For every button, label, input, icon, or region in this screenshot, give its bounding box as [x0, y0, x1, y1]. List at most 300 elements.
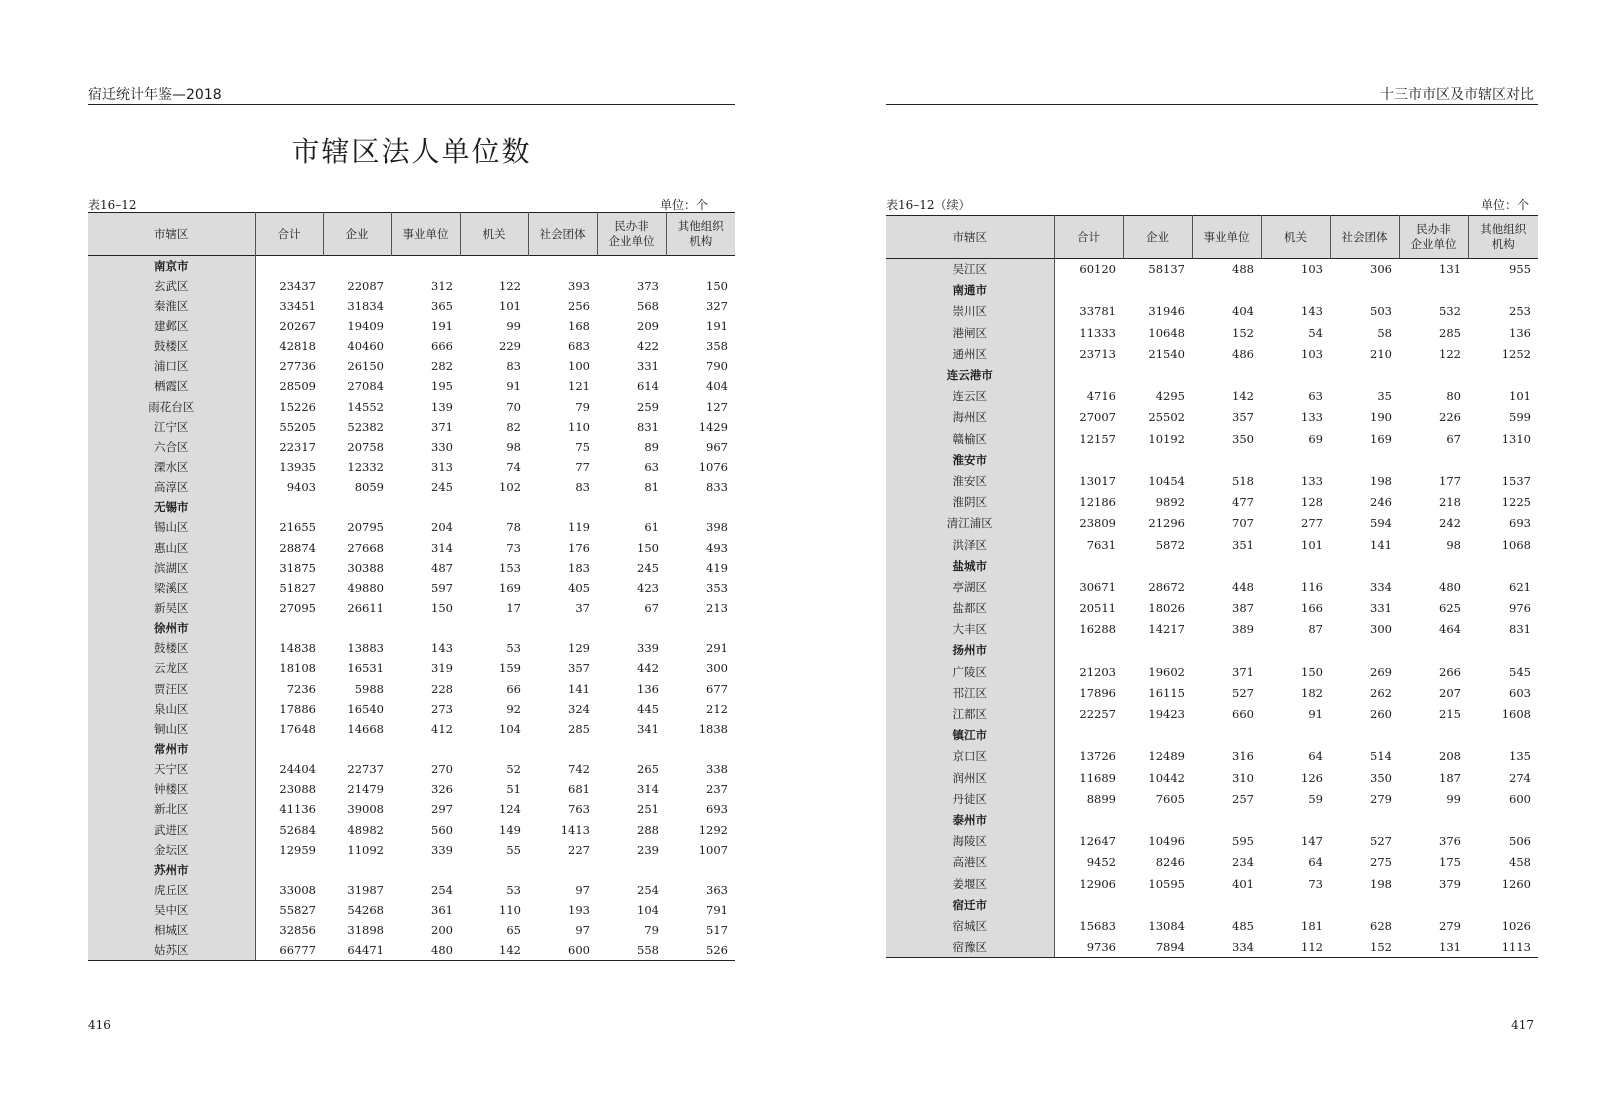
- table-cell: 142: [460, 940, 528, 960]
- table-cell: 12186: [1079, 495, 1116, 510]
- table-cell: 660: [1232, 707, 1254, 722]
- table-cell: [666, 497, 735, 517]
- table-cell: [1123, 364, 1192, 385]
- table-cell: 12332: [347, 459, 384, 474]
- table-cell: 514: [1370, 749, 1392, 764]
- table-cell: 122: [499, 278, 521, 293]
- table-cell: [1123, 449, 1192, 470]
- table-cell: 13935: [279, 459, 316, 474]
- table-cell: 133: [1301, 473, 1323, 488]
- table-cell: 259: [637, 399, 659, 414]
- district-name: 海州区: [886, 407, 1054, 428]
- table-cell: 101: [499, 298, 521, 313]
- table-cell: [1054, 364, 1123, 385]
- table-cell: 5988: [354, 681, 384, 696]
- table-cell: [1192, 809, 1261, 830]
- table-cell: 191: [431, 318, 453, 333]
- table-cell: [597, 860, 666, 880]
- table-cell: 20795: [347, 520, 384, 535]
- district-name: 崇川区: [886, 301, 1054, 322]
- table-cell: 102: [499, 480, 521, 495]
- header-rule: [88, 104, 735, 105]
- table-cell: [1054, 555, 1123, 576]
- table-row: [886, 937, 1538, 958]
- table-cell: 405: [568, 580, 590, 595]
- table-cell: 103: [1301, 262, 1323, 277]
- table-cell: 300: [706, 661, 728, 676]
- table-cell: 187: [1439, 770, 1461, 785]
- table-cell: 97: [575, 923, 590, 938]
- table-cell: 81: [644, 480, 659, 495]
- table-cell: 54: [1308, 325, 1323, 340]
- column-header: 其他组织 机构: [666, 213, 735, 256]
- district-name: 雨花台区: [88, 396, 255, 416]
- table-cell: 198: [1370, 876, 1392, 891]
- column-header: 企业: [1123, 216, 1192, 259]
- table-row: [886, 915, 1538, 936]
- district-name: 丹徒区: [886, 788, 1054, 809]
- table-cell: 234: [1232, 855, 1254, 870]
- table-cell: 55: [506, 842, 521, 857]
- table-cell: 87: [1308, 622, 1323, 637]
- table-cell: 361: [431, 903, 453, 918]
- table-cell: [1468, 809, 1538, 830]
- table-cell: 126: [1301, 770, 1323, 785]
- table-cell: 27668: [347, 540, 384, 555]
- table-cell: [1468, 280, 1538, 301]
- district-name: 贾汪区: [88, 678, 255, 698]
- table-cell: [255, 497, 323, 517]
- table-cell: 442: [637, 661, 659, 676]
- table-cell: [1123, 640, 1192, 661]
- table-row: [886, 873, 1538, 894]
- table-cell: 131: [1439, 262, 1461, 277]
- table-cell: 112: [1261, 937, 1330, 958]
- table-cell: 77: [575, 459, 590, 474]
- table-cell: 285: [1439, 325, 1461, 340]
- table-cell: 239: [637, 842, 659, 857]
- table-cell: [460, 618, 528, 638]
- table-cell: 265: [637, 762, 659, 777]
- table-cell: 51: [506, 782, 521, 797]
- table-row: [88, 699, 735, 719]
- table-cell: 52: [506, 762, 521, 777]
- table-cell: 143: [1301, 304, 1323, 319]
- table-cell: 246: [1370, 495, 1392, 510]
- table-cell: 423: [637, 580, 659, 595]
- table-cell: [460, 497, 528, 517]
- table-cell: 22317: [279, 439, 316, 454]
- table-cell: 152: [1330, 937, 1399, 958]
- table-cell: 288: [637, 822, 659, 837]
- table-cell: 79: [644, 923, 659, 938]
- city-name: 无锡市: [88, 497, 255, 517]
- table-cell: [1330, 640, 1399, 661]
- city-name: 镇江市: [886, 725, 1054, 746]
- column-header: 社会团体: [528, 213, 597, 256]
- table-cell: 152: [1232, 325, 1254, 340]
- table-cell: 7894: [1123, 937, 1192, 958]
- table-cell: 128: [1301, 495, 1323, 510]
- table-cell: 195: [431, 379, 453, 394]
- table-cell: [255, 860, 323, 880]
- column-header: 民办非 企业单位: [1399, 216, 1468, 259]
- table-cell: 127: [706, 399, 728, 414]
- table-cell: [1192, 364, 1261, 385]
- table-cell: 30388: [347, 560, 384, 575]
- table-cell: 253: [1509, 304, 1531, 319]
- table-cell: 70: [506, 399, 521, 414]
- table-cell: 19409: [347, 318, 384, 333]
- table-cell: 136: [637, 681, 659, 696]
- table-cell: 389: [1232, 622, 1254, 637]
- table-row: [88, 840, 735, 860]
- table-row: [886, 788, 1538, 809]
- table-cell: [1261, 894, 1330, 915]
- table-cell: 373: [637, 278, 659, 293]
- table-cell: 11092: [347, 842, 384, 857]
- table-cell: 334: [1370, 579, 1392, 594]
- table-cell: 8246: [1155, 855, 1185, 870]
- district-name: 江都区: [886, 703, 1054, 724]
- table-cell: [1399, 280, 1468, 301]
- table-cell: [1123, 725, 1192, 746]
- table-cell: 488: [1232, 262, 1254, 277]
- table-row: [88, 356, 735, 376]
- right-page: [804, 0, 1609, 1099]
- table-cell: 1113: [1468, 937, 1538, 958]
- table-cell: 266: [1439, 664, 1461, 679]
- table-cell: 19602: [1148, 664, 1185, 679]
- table-cell: 326: [431, 782, 453, 797]
- table-cell: 147: [1301, 834, 1323, 849]
- table-cell: [1054, 280, 1123, 301]
- district-name: 鼓楼区: [88, 336, 255, 356]
- table-cell: 150: [706, 278, 728, 293]
- table-row: [88, 437, 735, 457]
- table-cell: [1330, 725, 1399, 746]
- table-cell: 66777: [255, 940, 323, 960]
- running-head: 十三市市区及市辖区对比: [1380, 87, 1534, 103]
- table-cell: [1468, 894, 1538, 915]
- table-cell: [1399, 725, 1468, 746]
- table-cell: 23088: [279, 782, 316, 797]
- district-name: 高淳区: [88, 477, 255, 497]
- table-cell: [1261, 364, 1330, 385]
- table-cell: 55205: [279, 419, 316, 434]
- table-cell: 15226: [279, 399, 316, 414]
- table-cell: 150: [1301, 664, 1323, 679]
- table-cell: 614: [637, 379, 659, 394]
- table-cell: 517: [706, 923, 728, 938]
- district-name: 相城区: [88, 920, 255, 940]
- table-row: [886, 576, 1538, 597]
- table-cell: 66: [506, 681, 521, 696]
- city-name: 常州市: [88, 739, 255, 759]
- table-row: [886, 513, 1538, 534]
- table-cell: 9403: [286, 480, 316, 495]
- table-cell: 104: [637, 903, 659, 918]
- table-row: [88, 719, 735, 739]
- table-cell: 282: [431, 359, 453, 374]
- table-cell: 313: [431, 459, 453, 474]
- table-cell: 16115: [1148, 685, 1185, 700]
- table-cell: 100: [568, 359, 590, 374]
- table-cell: 341: [637, 721, 659, 736]
- table-row: [88, 457, 735, 477]
- table-cell: 1429: [698, 419, 728, 434]
- table-cell: 64: [1308, 749, 1323, 764]
- table-cell: 110: [568, 419, 590, 434]
- table-cell: 419: [706, 560, 728, 575]
- table-cell: 10648: [1148, 325, 1185, 340]
- table-cell: 487: [431, 560, 453, 575]
- table-cell: 83: [506, 359, 521, 374]
- city-name: 宿迁市: [886, 894, 1054, 915]
- table-cell: 15683: [1079, 918, 1116, 933]
- column-header: 市辖区: [88, 213, 255, 256]
- table-cell: 22737: [347, 762, 384, 777]
- district-name: 梁溪区: [88, 578, 255, 598]
- city-group-row: [88, 739, 735, 759]
- table-cell: [666, 618, 735, 638]
- table-cell: 11689: [1079, 770, 1116, 785]
- table-cell: 27736: [279, 359, 316, 374]
- table-cell: 357: [568, 661, 590, 676]
- table-cell: [323, 860, 391, 880]
- table-cell: 110: [499, 903, 521, 918]
- table-cell: 31834: [347, 298, 384, 313]
- table-cell: [1468, 364, 1538, 385]
- table-cell: 33451: [279, 298, 316, 313]
- table-cell: 7631: [1086, 537, 1116, 552]
- table-cell: 83: [575, 480, 590, 495]
- table-cell: 831: [1509, 622, 1531, 637]
- table-cell: 40460: [347, 339, 384, 354]
- table-cell: 398: [706, 520, 728, 535]
- table-cell: 595: [1232, 834, 1254, 849]
- table-cell: 350: [1232, 431, 1254, 446]
- table-cell: 363: [706, 882, 728, 897]
- table-cell: 12647: [1079, 834, 1116, 849]
- table-cell: [460, 860, 528, 880]
- table-cell: 99: [506, 318, 521, 333]
- table-row: [886, 661, 1538, 682]
- table-row: [886, 746, 1538, 767]
- table-cell: 35: [1377, 389, 1392, 404]
- table-cell: 169: [499, 580, 521, 595]
- table-row: [886, 598, 1538, 619]
- table-row: [88, 477, 735, 497]
- table-cell: 92: [506, 701, 521, 716]
- table-row: [88, 336, 735, 356]
- table-cell: 12489: [1148, 749, 1185, 764]
- table-cell: 183: [568, 560, 590, 575]
- table-cell: 159: [499, 661, 521, 676]
- table-cell: 599: [1509, 410, 1531, 425]
- table-cell: 666: [431, 339, 453, 354]
- district-name: 姑苏区: [88, 940, 255, 960]
- table-row: [886, 534, 1538, 555]
- table-cell: [1330, 809, 1399, 830]
- table-cell: 393: [568, 278, 590, 293]
- table-cell: 273: [431, 701, 453, 716]
- table-cell: 10496: [1148, 834, 1185, 849]
- table-row: [88, 779, 735, 799]
- table-cell: [255, 256, 323, 276]
- city-group-row: [88, 618, 735, 638]
- table-cell: 480: [391, 940, 460, 960]
- district-name: 虎丘区: [88, 880, 255, 900]
- table-cell: 13017: [1079, 473, 1116, 488]
- table-cell: 209: [637, 318, 659, 333]
- table-cell: 55827: [279, 903, 316, 918]
- table-cell: 16540: [347, 701, 384, 716]
- table-cell: 376: [1439, 834, 1461, 849]
- table-cell: 67: [644, 600, 659, 615]
- table-cell: 558: [597, 940, 666, 960]
- table-cell: 833: [706, 480, 728, 495]
- table-cell: 560: [431, 822, 453, 837]
- table-cell: 177: [1439, 473, 1461, 488]
- table-cell: 254: [637, 882, 659, 897]
- table-number: 表16–12（续）: [886, 198, 971, 212]
- table-cell: 270: [431, 762, 453, 777]
- table-cell: 14668: [347, 721, 384, 736]
- table-cell: [666, 860, 735, 880]
- table-row: [88, 578, 735, 598]
- table-cell: 166: [1301, 601, 1323, 616]
- city-group-row: [886, 555, 1538, 576]
- table-cell: 17886: [279, 701, 316, 716]
- table-cell: 275: [1370, 855, 1392, 870]
- column-header: 合计: [255, 213, 323, 256]
- table-cell: 91: [506, 379, 521, 394]
- table-cell: 135: [1509, 749, 1531, 764]
- table-cell: 791: [706, 903, 728, 918]
- table-cell: 9452: [1086, 855, 1116, 870]
- city-name: 南通市: [886, 280, 1054, 301]
- table-cell: 31875: [279, 560, 316, 575]
- table-cell: 32856: [279, 923, 316, 938]
- table-cell: 1838: [698, 721, 728, 736]
- table-cell: 18026: [1148, 601, 1185, 616]
- table-cell: 141: [1370, 537, 1392, 552]
- district-name: 新吴区: [88, 598, 255, 618]
- table-cell: [528, 618, 597, 638]
- table-cell: 73: [1308, 876, 1323, 891]
- column-header: 机关: [1261, 216, 1330, 259]
- city-group-row: [886, 640, 1538, 661]
- table-cell: [1192, 725, 1261, 746]
- table-row: [88, 598, 735, 618]
- table-cell: 319: [431, 661, 453, 676]
- city-name: 苏州市: [88, 860, 255, 880]
- table-cell: [1261, 809, 1330, 830]
- district-name: 海陵区: [886, 831, 1054, 852]
- table-cell: 200: [431, 923, 453, 938]
- table-cell: 7236: [286, 681, 316, 696]
- table-cell: 141: [568, 681, 590, 696]
- table-cell: [1399, 449, 1468, 470]
- table-cell: 119: [568, 520, 590, 535]
- table-cell: 331: [1370, 601, 1392, 616]
- district-name: 新北区: [88, 799, 255, 819]
- table-cell: 464: [1439, 622, 1461, 637]
- table-cell: 26611: [347, 600, 384, 615]
- table-cell: 245: [637, 560, 659, 575]
- table-row: [88, 759, 735, 779]
- table-cell: 831: [637, 419, 659, 434]
- table-cell: 228: [431, 681, 453, 696]
- district-name: 京口区: [886, 746, 1054, 767]
- table-cell: 198: [1370, 473, 1392, 488]
- table-cell: 97: [575, 882, 590, 897]
- table-cell: 212: [706, 701, 728, 716]
- table-cell: 27084: [347, 379, 384, 394]
- table-cell: 79: [575, 399, 590, 414]
- table-cell: 122: [1439, 346, 1461, 361]
- district-name: 江宁区: [88, 417, 255, 437]
- table-cell: 213: [706, 600, 728, 615]
- table-cell: 74: [506, 459, 521, 474]
- table-cell: 131: [1399, 937, 1468, 958]
- table-cell: 121: [568, 379, 590, 394]
- table-cell: [597, 497, 666, 517]
- table-cell: 23809: [1079, 516, 1116, 531]
- district-name: 广陵区: [886, 661, 1054, 682]
- table-cell: 33781: [1079, 304, 1116, 319]
- table-cell: 254: [431, 882, 453, 897]
- table-cell: 316: [1232, 749, 1254, 764]
- table-cell: 116: [1301, 579, 1323, 594]
- table-cell: 61: [644, 520, 659, 535]
- district-name: 清江浦区: [886, 513, 1054, 534]
- table-cell: 353: [706, 580, 728, 595]
- table-row: [886, 831, 1538, 852]
- table-cell: 28672: [1148, 579, 1185, 594]
- table-cell: 21479: [347, 782, 384, 797]
- table-cell: 314: [431, 540, 453, 555]
- table-cell: 279: [1370, 791, 1392, 806]
- table-cell: 65: [506, 923, 521, 938]
- table-row: [886, 767, 1538, 788]
- table-cell: 169: [1370, 431, 1392, 446]
- table-cell: 14838: [279, 641, 316, 656]
- table-cell: 17: [506, 600, 521, 615]
- table-cell: 597: [431, 580, 453, 595]
- table-cell: [1330, 894, 1399, 915]
- table-row: [886, 301, 1538, 322]
- table-cell: 693: [1509, 516, 1531, 531]
- table-cell: 600: [1509, 791, 1531, 806]
- table-cell: 310: [1232, 770, 1254, 785]
- table-cell: 22087: [347, 278, 384, 293]
- table-cell: [1261, 280, 1330, 301]
- district-name: 秦淮区: [88, 296, 255, 316]
- table-row: [886, 428, 1538, 449]
- table-cell: 37: [575, 600, 590, 615]
- table-row: [88, 819, 735, 839]
- table-cell: [1123, 555, 1192, 576]
- table-cell: 149: [499, 822, 521, 837]
- table-cell: 1068: [1501, 537, 1531, 552]
- table-cell: 13726: [1079, 749, 1116, 764]
- district-name: 润州区: [886, 767, 1054, 788]
- table-cell: 503: [1370, 304, 1392, 319]
- table-cell: 274: [1509, 770, 1531, 785]
- table-cell: 422: [637, 339, 659, 354]
